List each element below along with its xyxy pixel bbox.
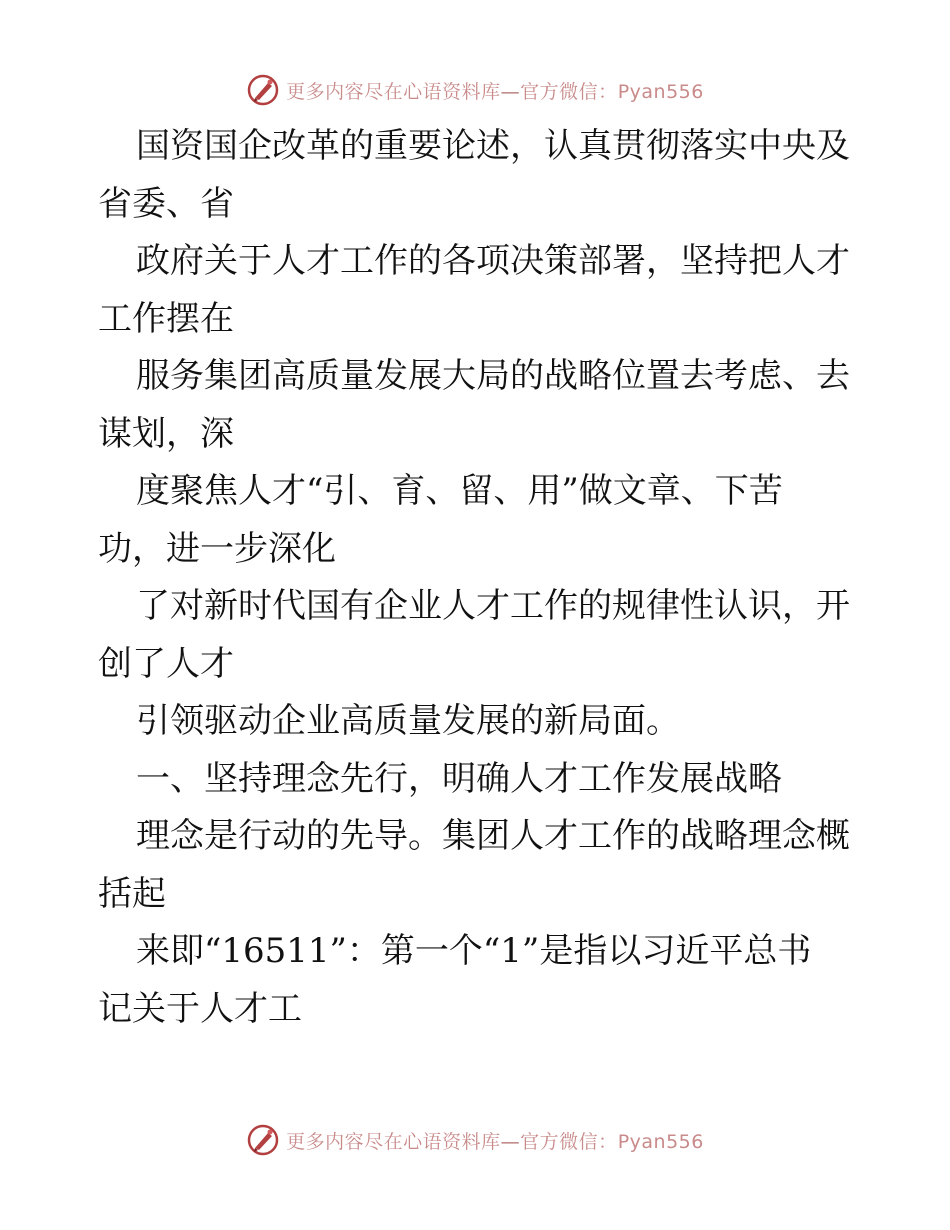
text-line: 理念是行动的先导。集团人才工作的战略理念概 <box>136 816 850 856</box>
text-line: 记关于人才工 <box>98 988 302 1029</box>
header-watermark-text <box>286 77 704 104</box>
watermark-wechat-id: Pyan556 <box>617 1130 704 1153</box>
text-line: 引领驱动企业高质量发展的新局面。 <box>136 701 680 741</box>
pen-in-circle-logo-icon <box>246 1123 280 1157</box>
text-line: 度聚焦人才“引、育、留、用”做文章、下苦 <box>136 471 783 511</box>
text-line: 谋划，深 <box>98 413 234 454</box>
text-line: 功，进一步深化 <box>98 528 336 569</box>
watermark-site: 更多内容尽在心语资料库 <box>286 1130 501 1153</box>
text-line: 政府关于人才工作的各项决策部署，坚持把人才 <box>136 241 850 281</box>
text-line: 创了人才 <box>98 643 234 684</box>
watermark-label: 官方微信： <box>520 80 618 103</box>
text-line: 服务集团高质量发展大局的战略位置去考虑、去 <box>136 356 850 396</box>
text-line: 国资国企改革的重要论述，认真贯彻落实中央及 <box>136 126 850 166</box>
watermark-label: 官方微信： <box>520 1130 618 1153</box>
pen-in-circle-logo-icon <box>246 73 280 107</box>
text-line: 了对新时代国有企业人才工作的规律性认识，开 <box>136 586 850 626</box>
text-line: 括起 <box>98 873 166 914</box>
section-heading: 一、坚持理念先行，明确人才工作发展战略 <box>136 758 782 799</box>
watermark-separator: — <box>500 80 521 103</box>
text-line: 工作摆在 <box>98 298 234 339</box>
text-line: 省委、省 <box>98 183 234 224</box>
footer-watermark-text <box>286 1127 704 1154</box>
watermark-site: 更多内容尽在心语资料库 <box>286 80 501 103</box>
text-line: 来即“16511”：第一个“1”是指以习近平总书 <box>136 931 812 971</box>
header-watermark <box>0 70 950 110</box>
watermark-separator: — <box>500 1130 521 1153</box>
footer-watermark <box>0 1120 950 1160</box>
document-body <box>98 118 858 1038</box>
watermark-wechat-id: Pyan556 <box>617 80 704 103</box>
